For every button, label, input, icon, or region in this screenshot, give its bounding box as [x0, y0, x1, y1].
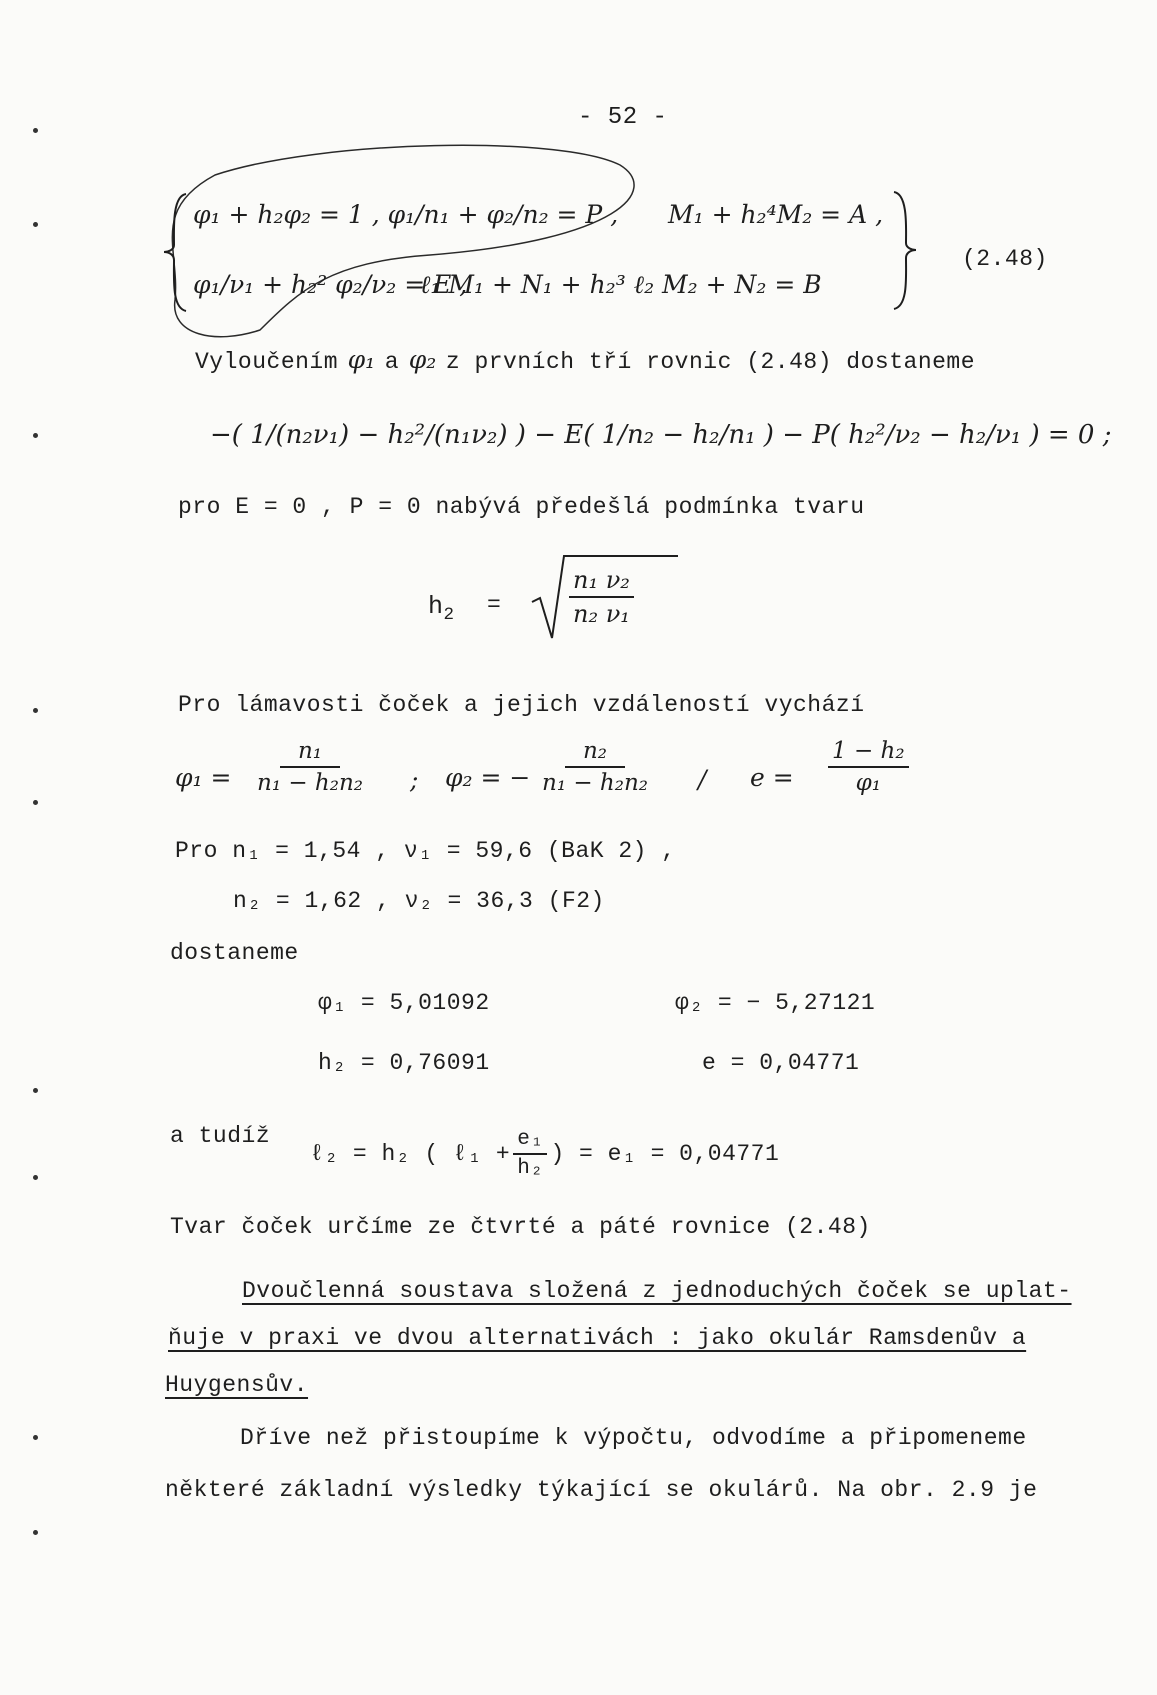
right-brace — [890, 188, 920, 313]
phi2-numerator: n₂ — [565, 738, 625, 768]
h2-subscript: 2 — [443, 605, 455, 625]
equation-label: (2.48) — [962, 246, 1048, 272]
tudiz-prefix: a tudíž — [170, 1123, 271, 1149]
separator-semicolon: ; — [410, 765, 419, 794]
h2-denominator: n₂ ν₁ — [573, 600, 630, 628]
result-phi2: φ₂ = − 5,27121 — [675, 990, 876, 1016]
result-h2: h₂ = 0,76091 — [318, 1050, 490, 1076]
e-denominator: φ₁ — [855, 770, 881, 796]
h2-letter: h — [428, 592, 444, 621]
tudiz-frac-denominator: h₂ — [517, 1157, 544, 1180]
phi2-denominator: n₁ − h₂n₂ — [542, 770, 648, 796]
phi1-denominator: n₁ − h₂n₂ — [257, 770, 363, 796]
h2-equals: = — [487, 592, 502, 618]
e-lhs: e = — [750, 763, 794, 792]
eliminating-rest: z prvních tří rovnic (2.48) dostaneme — [445, 349, 976, 375]
phi2-fraction — [535, 738, 655, 796]
tudiz-formula-a: ℓ₂ = h₂ ( ℓ₁ + — [310, 1141, 511, 1167]
condition-equation: −( 1/(n₂ν₁) − h₂²/(n₁ν₂) ) − E( 1/n₂ − h₂/n₁ ) − P( h₂²/ν₂ − h₂/ν₁ ) = 0 ; — [210, 420, 1112, 450]
conjunction-a: a — [384, 349, 400, 375]
e-fraction — [825, 738, 912, 796]
underlined-line-2: ňuje v praxi ve dvou alternativách : jako okulár Ramsdenův a — [168, 1325, 1027, 1351]
tudiz-formula-b: ) = e₁ = 0,04771 — [550, 1141, 780, 1167]
phi1-symbol: φ₁ — [347, 345, 376, 374]
phi1-lhs: φ₁ = — [175, 763, 232, 792]
text-pro-e-p: pro E = 0 , P = 0 nabývá předešlá podmínka tvaru — [178, 494, 865, 520]
tudiz-formula — [310, 1128, 779, 1180]
e-numerator: 1 − h₂ — [828, 738, 909, 768]
tudiz-frac-numerator: e₁ — [513, 1128, 547, 1155]
text-lamavosti: Pro lámavosti čoček a jejich vzdáleností vychází — [178, 692, 865, 718]
text-dostaneme: dostaneme — [170, 940, 299, 966]
h2-lhs — [428, 592, 455, 625]
margin-dot — [33, 708, 38, 713]
result-phi1: φ₁ = 5,01092 — [318, 990, 490, 1016]
tudiz-fraction — [513, 1128, 547, 1180]
phi1-fraction — [250, 738, 370, 796]
phi2-lhs: φ₂ = − — [445, 763, 531, 792]
final-line-2: některé základní výsledky týkající se okulárů. Na obr. 2.9 je — [165, 1477, 1038, 1503]
margin-dot — [33, 1175, 38, 1180]
margin-dot — [33, 1530, 38, 1535]
underlined-line-1: Dvoučlenná soustava složená z jednoduchých čoček se uplat- — [242, 1278, 1072, 1304]
final-line-1: Dříve než přistoupíme k výpočtu, odvodíme a připomeneme — [240, 1425, 1027, 1451]
glass-values-row-2: n₂ = 1,62 , ν₂ = 36,3 (F2) — [233, 888, 605, 914]
eliminating-text — [195, 345, 975, 375]
h2-fraction — [566, 566, 637, 628]
glass-values-row-1: Pro n₁ = 1,54 , ν₁ = 59,6 (BaK 2) , — [175, 838, 676, 864]
result-e: e = 0,04771 — [702, 1050, 860, 1076]
margin-dot — [33, 433, 38, 438]
h2-numerator: n₁ ν₂ — [569, 566, 634, 598]
equation-line-2-right: ℓ₁ M₁ + N₁ + h₂³ ℓ₂ M₂ + N₂ = B — [420, 270, 822, 299]
equation-line-1-right: M₁ + h₂⁴M₂ = A , — [668, 200, 884, 229]
text-tvar: Tvar čoček určíme ze čtvrté a páté rovnice (2.48) — [170, 1214, 871, 1240]
equation-line-2-left: φ₁/ν₁ + h₂² φ₂/ν₂ = E , — [193, 270, 468, 299]
equation-line-1-left: φ₁ + h₂φ₂ = 1 , φ₁/n₁ + φ₂/n₂ = P , — [193, 200, 619, 229]
margin-dot — [33, 800, 38, 805]
page-number: - 52 - — [578, 104, 668, 131]
underlined-line-3: Huygensův. — [165, 1372, 309, 1398]
margin-dot — [33, 1088, 38, 1093]
eliminating-word: Vyloučením — [195, 349, 339, 375]
phi1-numerator: n₁ — [280, 738, 340, 768]
separator-slash: / — [698, 765, 707, 794]
phi2-symbol: φ₂ — [408, 345, 437, 374]
margin-dot — [33, 1435, 38, 1440]
left-brace — [160, 190, 190, 315]
